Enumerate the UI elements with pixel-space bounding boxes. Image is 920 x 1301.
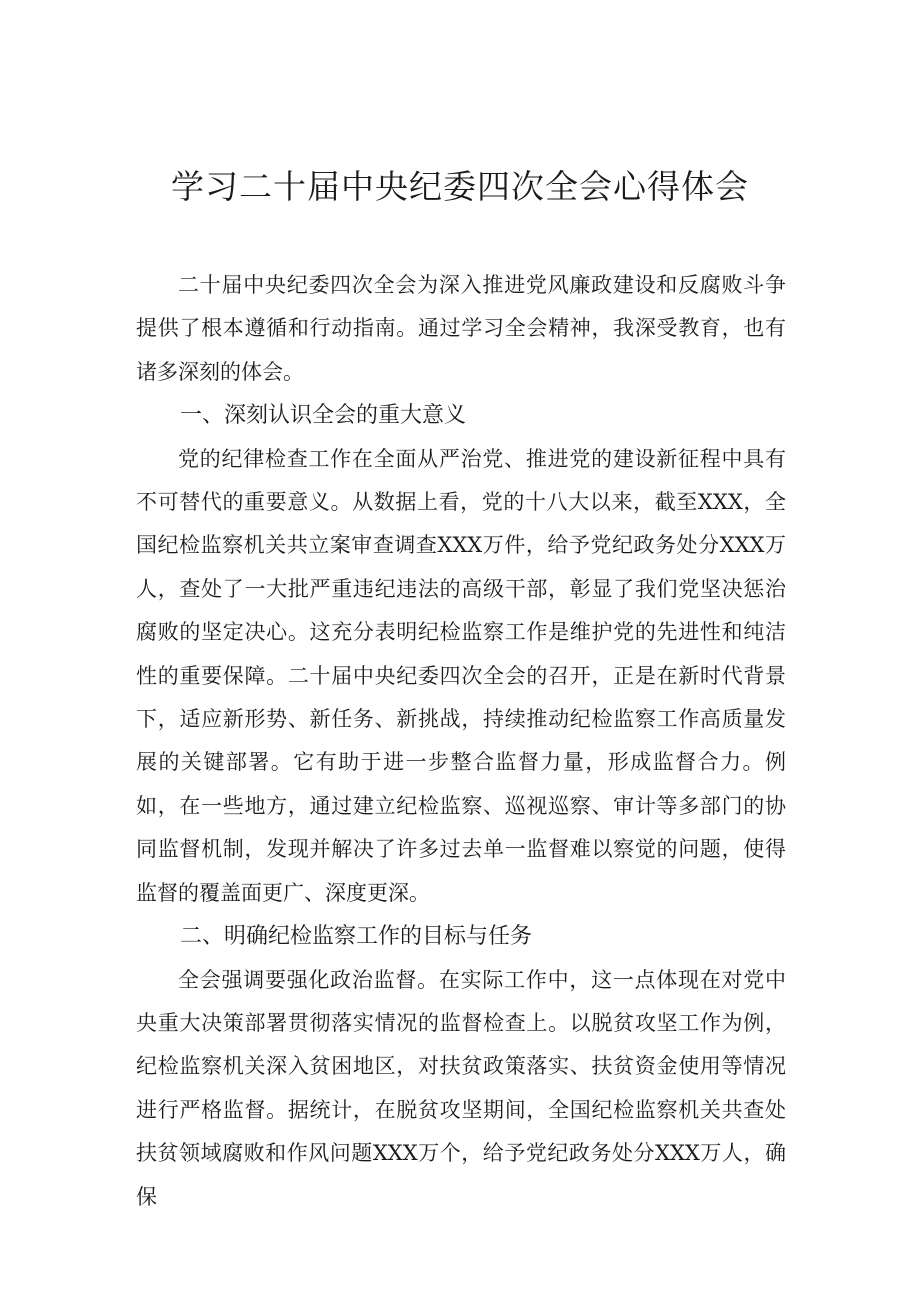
document-body [136,264,786,1219]
section-heading-2: 二、明确纪检监察工作的目标与任务 [180,924,533,950]
section-heading-1: 一、深刻认识全会的重大意义 [180,403,467,429]
intro-paragraph: 二十届中央纪委四次全会为深入推进党风廉政建设和反腐败斗争提供了根本遵循和行动指南。通过学习全会精神，我深受教育，也有诸多深刻的体会。 [136,273,786,384]
section-paragraph-1: 党的纪律检查工作在全面从严治党、推进党的建设新征程中具有不可替代的重要意义。从数据上看，党的十八大以来，截至XXX，全国纪检监察机关共立案审查调查XXX万件，给予党纪政务处分XXX万人，查处了一大批严重违纪违法的高级干部，彰显了我们党坚决惩治腐败的坚定决心。这充分表明纪检监察工作是维护党的先进性和纯洁性的重要保障。二十届中央纪委四次全会的召开，正是在新时代背景下，适应新形势、新任务、新挑战，持续推动纪检监察工作高质量发展的关键部署。它有助于进一步整合监督力量，形成监督合力。例如，在一些地方，通过建立纪检监察、巡视巡察、审计等多部门的协同监督机制，发现并解决了许多过去单一监督难以察觉的问题，使得监督的覆盖面更广、深度更深。 [136,446,786,905]
section-paragraph-2: 全会强调要强化政治监督。在实际工作中，这一点体现在对党中央重大决策部署贯彻落实情况的监督检查上。以脱贫攻坚工作为例，纪检监察机关深入贫困地区，对扶贫政策落实、扶贫资金使用等情况进行严格监督。据统计，在脱贫攻坚期间，全国纪检监察机关共查处扶贫领域腐败和作风问题XXX万个，给予党纪政务处分XXX万人，确保 [136,967,786,1209]
document-title: 学习二十届中央纪委四次全会心得体会 [171,167,749,206]
